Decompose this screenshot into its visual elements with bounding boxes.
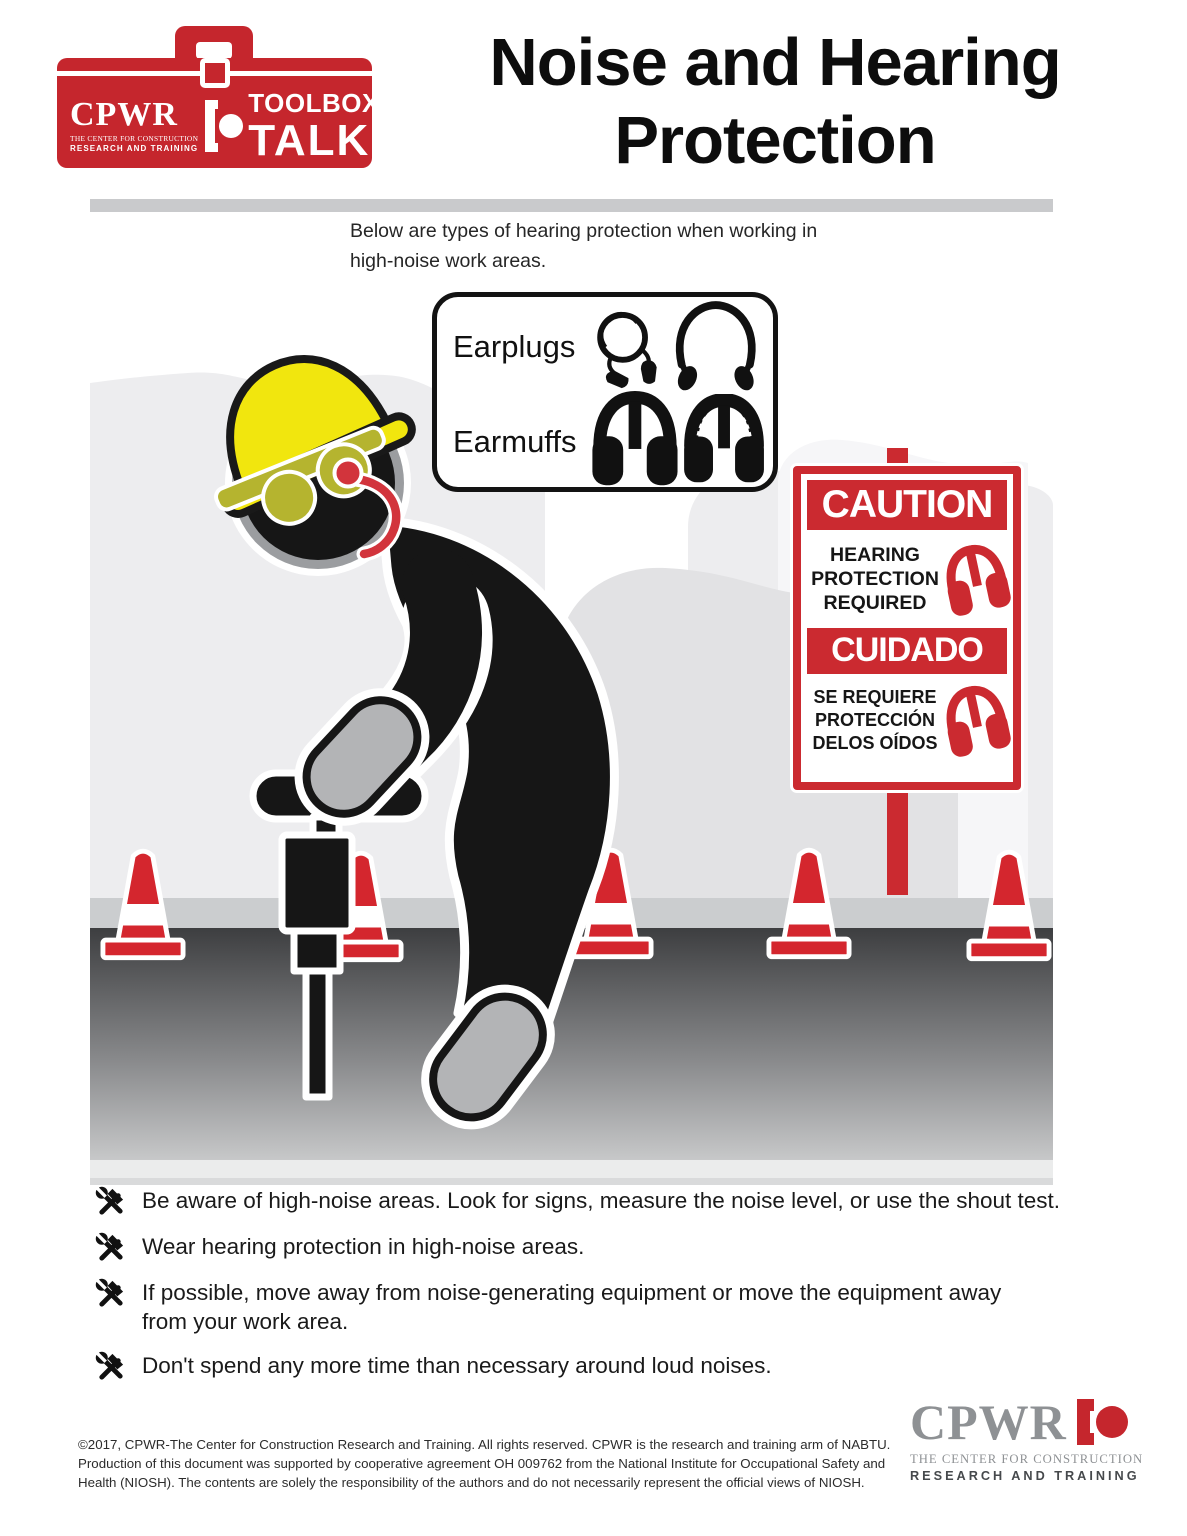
copyright-text: ©2017, CPWR-The Center for Construction Research and Training. All rights reserved. CPWR is the research and training arm of NABTU. Production of this document was supported by cooperative agreement OH 009762 from the National Institute for Occupational Safety and Health (NIOSH). The contents are solely the responsibility of the authors and do not necessarily represent the official views of NIOSH. <box>78 1437 891 1490</box>
logo-brand: CPWR <box>70 96 178 133</box>
caution-english-text: HEARING PROTECTION REQUIRED <box>811 544 939 614</box>
logo-talk-word: TALK <box>248 115 371 165</box>
bracket-icon <box>1077 1399 1094 1445</box>
corded-earplugs-icon <box>591 305 667 393</box>
cpwr-toolbox-talk-logo <box>57 26 380 168</box>
header-divider <box>90 199 1053 212</box>
earmuffs-solid-icon <box>591 391 679 487</box>
logo-brand-line1: THE CENTER FOR CONSTRUCTION <box>70 134 199 143</box>
page-title: Noise and Hearing Protection <box>489 25 1061 178</box>
footer-logo-line2: RESEARCH AND TRAINING <box>910 1469 1140 1483</box>
cpwr-footer-logo <box>910 1394 1144 1483</box>
crossed-tools-icon <box>95 1351 126 1382</box>
logo-brand-line2: RESEARCH AND TRAINING <box>70 144 199 153</box>
intro-text: Below are types of hearing protection when working in high-noise work areas. <box>350 220 818 272</box>
list-item: Wear hearing protection in high-noise areas. <box>95 1232 1085 1263</box>
footer-logo-brand: CPWR <box>910 1394 1067 1450</box>
earmuffs-label: Earmuffs <box>453 424 577 459</box>
crossed-tools-icon <box>95 1278 126 1309</box>
list-item: Be aware of high-noise areas. Look for signs, measure the noise level, or use the shout test. <box>95 1186 1085 1217</box>
caution-spanish-text: SE REQUIERE PROTECCIÓN DELOS OÍDOS <box>812 686 938 753</box>
worker-boot <box>418 981 558 1132</box>
crossed-tools-icon <box>95 1232 126 1263</box>
earmuffs-icon <box>938 538 1013 619</box>
crossed-tools-icon <box>95 1186 126 1217</box>
footer-logo-line1: THE CENTER FOR CONSTRUCTION <box>910 1452 1144 1466</box>
earmuffs-padded-icon <box>683 394 765 484</box>
caution-sign <box>793 466 1021 790</box>
worksite-illustration <box>90 265 1053 1185</box>
earmuffs-icon <box>938 679 1013 760</box>
dot-icon <box>1096 1406 1128 1438</box>
toolbox-body-icon <box>57 58 380 168</box>
logo-toolbox-word: TOOLBOX <box>248 87 380 118</box>
list-item: Don't spend any more time than necessary around loud noises. <box>95 1351 1085 1382</box>
earplugs-label: Earplugs <box>453 329 576 364</box>
cuidado-header: CUIDADO <box>807 628 1007 674</box>
safety-tips-list <box>95 1186 1085 1382</box>
banded-earplugs-icon <box>667 297 765 397</box>
list-item: If possible, move away from noise-generating equipment or move the equipment away from your work area. <box>95 1278 1085 1336</box>
hearing-protection-callout <box>432 292 778 492</box>
caution-header: CAUTION <box>807 480 1007 530</box>
bracket-dot-icon <box>205 100 243 152</box>
